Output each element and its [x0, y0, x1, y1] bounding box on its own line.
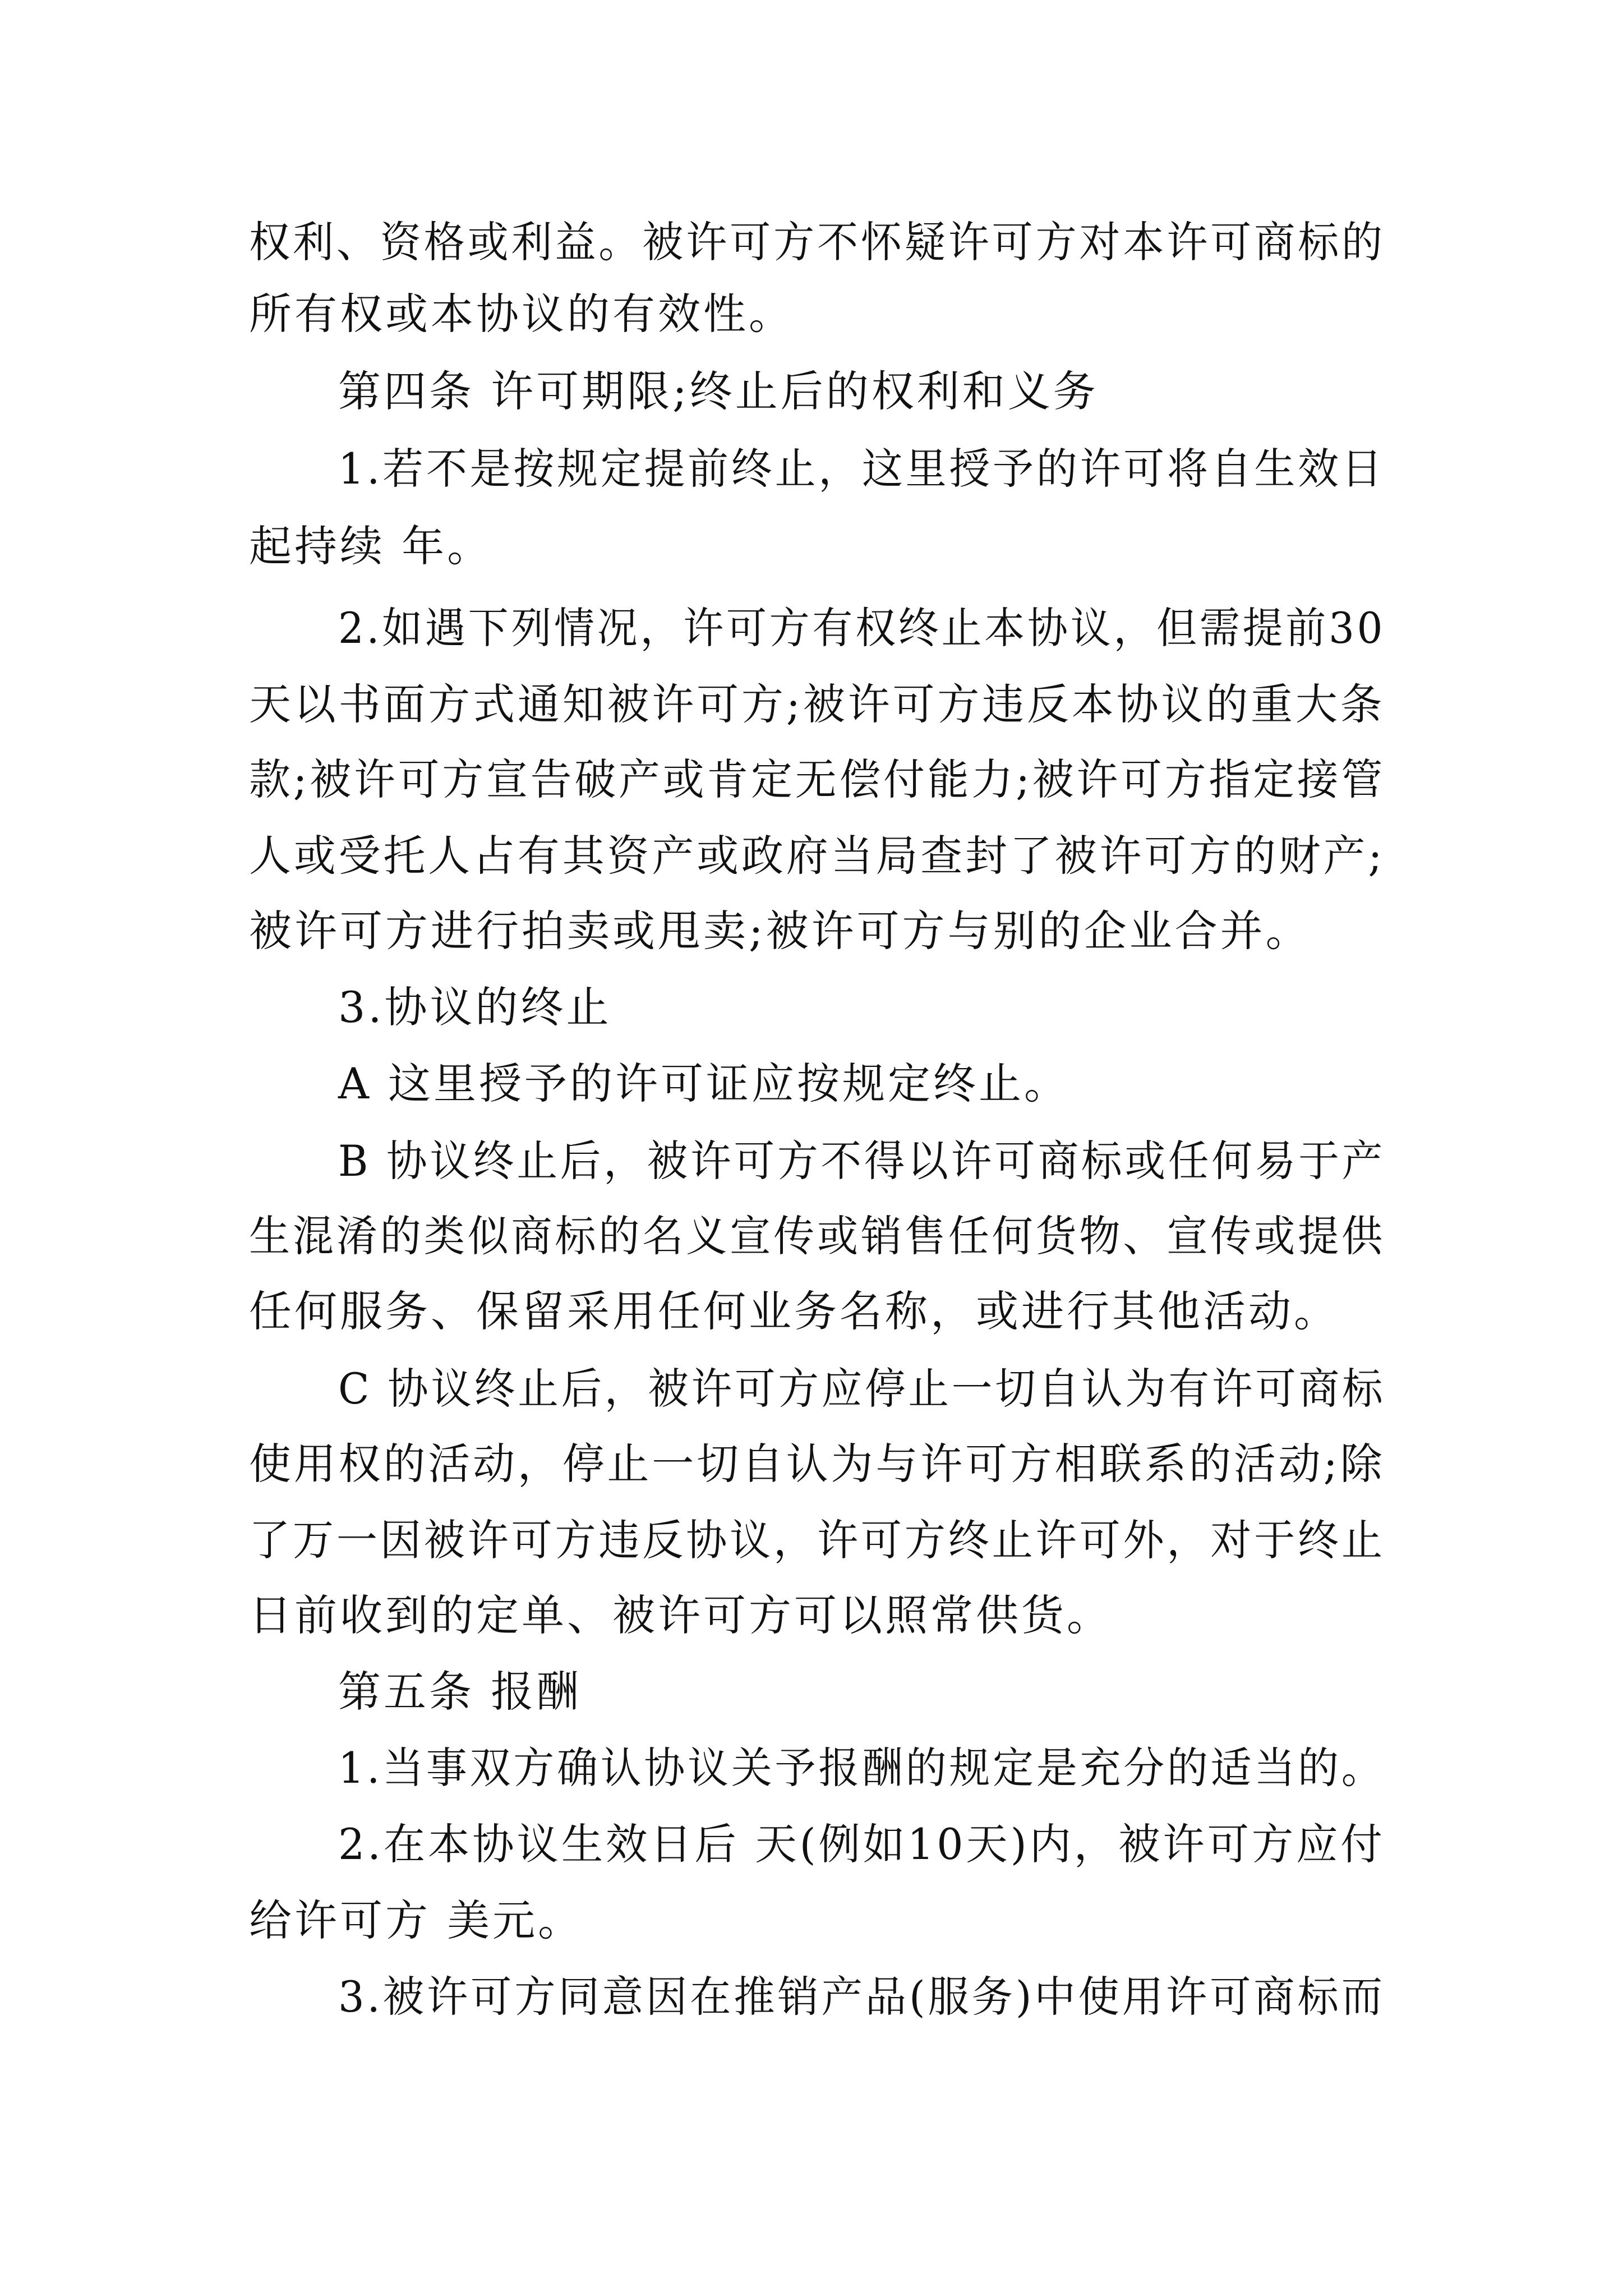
body-line: 天以书面方式通知被许可方;被许可方违反本协议的重大条	[249, 679, 1385, 729]
body-line: A 这里授予的许可证应按规定终止。	[338, 1059, 1070, 1108]
body-line: C 协议终止后，被许可方应停止一切自认为有许可商标	[338, 1364, 1386, 1414]
body-line: 2.如遇下列情况，许可方有权终止本协议，但需提前30	[338, 603, 1386, 653]
section-heading: 第五条 报酬	[338, 1667, 582, 1717]
body-line: B 协议终止后，被许可方不得以许可商标或任何易于产	[338, 1136, 1386, 1186]
section-heading: 第四条 许可期限;终止后的权利和义务	[338, 366, 1099, 416]
body-line: 1.当事双方确认协议关予报酬的规定是充分的适当的。	[338, 1743, 1385, 1793]
body-line: 3.被许可方同意因在推销产品(服务)中使用许可商标而	[338, 1972, 1385, 2022]
body-line: 人或受托人占有其资产或政府当局查封了被许可方的财产;	[249, 831, 1385, 881]
body-line: 任何服务、保留采用任何业务名称，或进行其他活动。	[249, 1286, 1339, 1336]
body-line: 日前收到的定单、被许可方可以照常供货。	[249, 1590, 1112, 1640]
body-line: 1.若不是按规定提前终止，这里授予的许可将自生效日	[338, 444, 1385, 494]
body-line: 2.在本协议生效日后 天(例如10天)内，被许可方应付	[338, 1819, 1385, 1869]
body-line: 了万一因被许可方违反协议，许可方终止许可外，对于终止	[249, 1515, 1385, 1565]
body-line: 权利、资格或利益。被许可方不怀疑许可方对本许可商标的	[249, 217, 1385, 267]
body-line: 所有权或本协议的有效性。	[249, 289, 794, 339]
body-line: 给许可方 美元。	[249, 1895, 584, 1945]
body-line: 被许可方进行拍卖或甩卖;被许可方与别的企业合并。	[249, 906, 1311, 956]
body-line: 生混淆的类似商标的名义宣传或销售任何货物、宣传或提供	[249, 1211, 1385, 1261]
body-line: 起持续 年。	[249, 521, 493, 571]
body-line: 3.协议的终止	[338, 982, 612, 1032]
body-line: 使用权的活动，停止一切自认为与许可方相联系的活动;除	[249, 1439, 1385, 1489]
body-line: 款;被许可方宣告破产或肯定无偿付能力;被许可方指定接管	[249, 754, 1386, 804]
